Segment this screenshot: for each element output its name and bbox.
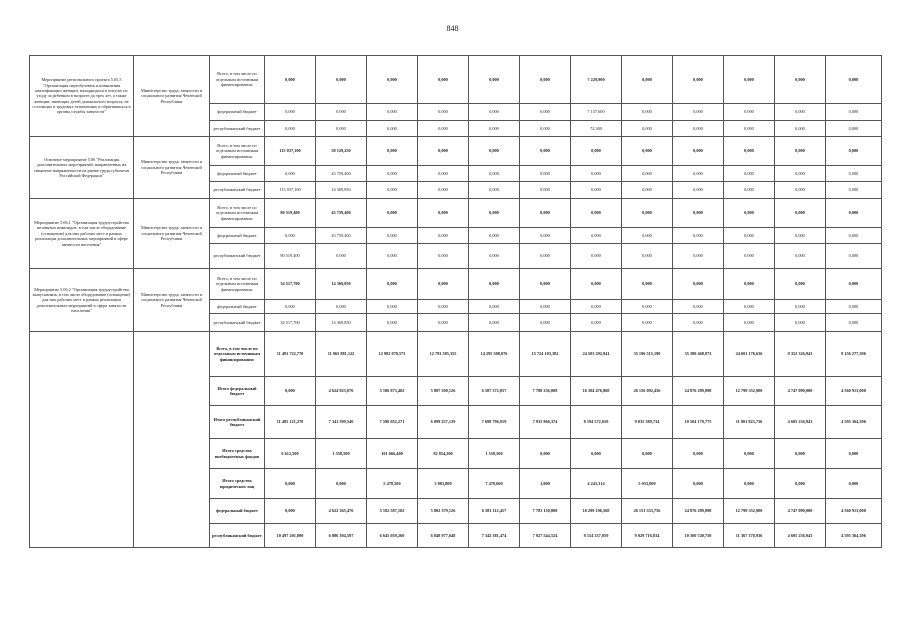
amount-cell: 0,000 [265, 166, 316, 182]
amount-cell: 0,000 [775, 137, 826, 166]
total-amount-cell: 1 558,500 [469, 439, 520, 469]
amount-cell: 0,000 [520, 166, 571, 182]
total-amount-cell: 7 596 052,271 [367, 406, 418, 439]
total-amount-cell: 14 295 508,076 [469, 332, 520, 377]
amount-cell: 0,000 [673, 137, 724, 166]
amount-cell: 0,000 [775, 244, 826, 269]
amount-cell: 0,000 [571, 244, 622, 269]
amount-cell: 0,000 [367, 121, 418, 137]
total-amount-cell: 11 965 881,122 [316, 332, 367, 377]
total-amount-cell: 7 342 381,474 [469, 524, 520, 548]
amount-cell: 0,000 [469, 166, 520, 182]
total-amount-cell: 9 352 326,943 [775, 332, 826, 377]
total-amount-cell: 1 558,500 [316, 439, 367, 469]
amount-cell: 0,000 [826, 300, 882, 314]
total-amount-cell: 26 151 333,756 [622, 499, 673, 524]
total-amount-cell: 24 876 289,098 [673, 377, 724, 406]
total-amount-cell: 7 341 599,546 [316, 406, 367, 439]
funding-source-cell: Всего, в том числе по отдельным источникам финансирования: [210, 137, 265, 166]
amount-cell: 0,000 [469, 314, 520, 332]
executor-cell: Министерство труда, занятости и социального развития Чеченской Республики [134, 56, 210, 137]
amount-cell: 0,000 [775, 199, 826, 228]
total-amount-cell: 11 491 722,770 [265, 332, 316, 377]
total-amount-cell: 0,000 [775, 439, 826, 469]
total-amount-cell: 9 035 389,734 [622, 406, 673, 439]
amount-cell: 14 369,850 [316, 182, 367, 199]
amount-cell: 0,000 [520, 228, 571, 244]
amount-cell: 0,000 [775, 56, 826, 104]
amount-cell: 0,000 [520, 199, 571, 228]
amount-cell: 0,000 [469, 104, 520, 121]
amount-cell: 0,000 [724, 269, 775, 300]
amount-cell: 0,000 [418, 121, 469, 137]
amount-cell: 72,300 [571, 121, 622, 137]
total-amount-cell: 11 485 121,270 [265, 406, 316, 439]
amount-cell: 80 519,400 [265, 244, 316, 269]
total-amount-cell: 7 470,600 [469, 469, 520, 499]
total-amount-cell: 7 783 150,808 [520, 499, 571, 524]
amount-cell: 0,000 [469, 182, 520, 199]
amount-cell: 0,000 [520, 314, 571, 332]
total-amount-cell: 8 194 572,659 [571, 406, 622, 439]
total-amount-cell: 0,000 [520, 439, 571, 469]
amount-cell: 0,000 [724, 244, 775, 269]
amount-cell: 0,000 [418, 314, 469, 332]
amount-cell: 7 157,600 [571, 104, 622, 121]
amount-cell: 0,000 [367, 166, 418, 182]
total-amount-cell: 4 747 090,000 [775, 499, 826, 524]
amount-cell: 0,000 [571, 314, 622, 332]
amount-cell: 0,000 [622, 269, 673, 300]
amount-cell: 0,000 [724, 104, 775, 121]
total-amount-cell: 0,000 [673, 439, 724, 469]
event-name-cell: Мероприятие регионального проекта 5.05.5 "Организация переобучения и повышения квалификации женщин, находящихся в отпуске по уходу за ребенком в возрасте до трех лет, а также женщин, имеющих детей дошкольного возраста, не состоящих в трудовых отношениях и обратившихся в органы службы занятости" [30, 56, 134, 137]
amount-cell: 0,000 [571, 137, 622, 166]
amount-cell: 0,000 [826, 104, 882, 121]
amount-cell: 0,000 [775, 104, 826, 121]
total-amount-cell: 15 724 103,382 [520, 332, 571, 377]
total-amount-cell: 4 747 090,000 [775, 377, 826, 406]
amount-cell: 0,000 [520, 182, 571, 199]
total-amount-cell: 6 848 977,648 [418, 524, 469, 548]
amount-cell: 0,000 [571, 228, 622, 244]
total-amount-cell: 7 927 544,524 [520, 524, 571, 548]
amount-cell: 0,000 [367, 182, 418, 199]
total-amount-cell: 4 605 236,943 [775, 524, 826, 548]
total-amount-cell: 4 595 364,396 [826, 406, 882, 439]
table-row [30, 56, 882, 104]
amount-cell: 0,000 [265, 56, 316, 104]
amount-cell: 0,000 [418, 182, 469, 199]
funding-source-cell: Всего, в том числе по отдельным источникам финансирования: [210, 199, 265, 228]
total-amount-cell: 5 182 587,102 [367, 499, 418, 524]
amount-cell: 0,000 [265, 300, 316, 314]
executor-cell: Министерство труда, занятости и социального развития Чеченской Республики [134, 137, 210, 199]
amount-cell: 115 037,100 [265, 137, 316, 166]
total-source-cell: Итого республиканский бюджет [210, 406, 265, 439]
total-amount-cell: 35 196 515,190 [622, 332, 673, 377]
amount-cell: 0,000 [469, 300, 520, 314]
amount-cell: 0,000 [622, 121, 673, 137]
total-source-cell: Всего, в том числе по отдельным источникам финансирования: [210, 332, 265, 377]
total-amount-cell: 4 560 913,000 [826, 377, 882, 406]
total-amount-cell: 6 612,500 [265, 439, 316, 469]
amount-cell: 0,000 [724, 182, 775, 199]
total-amount-cell: 12 799 352,900 [724, 377, 775, 406]
total-amount-cell: 24 503 292,841 [571, 332, 622, 377]
total-amount-cell: 4 605 236,943 [775, 406, 826, 439]
amount-cell: 0,000 [367, 104, 418, 121]
funding-source-cell: республиканский бюджет [210, 182, 265, 199]
amount-cell: 0,000 [826, 228, 882, 244]
funding-source-cell: Всего, в том числе по отдельным источникам финансирования: [210, 269, 265, 300]
amount-cell: 0,000 [265, 228, 316, 244]
total-amount-cell: 4 622 365,476 [316, 499, 367, 524]
total-amount-cell: 8 154 337,059 [571, 524, 622, 548]
amount-cell: 0,000 [826, 269, 882, 300]
total-amount-cell: 7 788 236,008 [520, 377, 571, 406]
total-amount-cell: 0,000 [775, 469, 826, 499]
amount-cell: 0,000 [724, 199, 775, 228]
amount-cell: 0,000 [826, 244, 882, 269]
amount-cell: 115 037,100 [265, 182, 316, 199]
executor-cell: Министерство труда, занятости и социального развития Чеченской Республики [134, 269, 210, 332]
event-name-cell: Основное мероприятие 5.06 "Реализация дополнительных мероприятий, направленных на снижение напряженности на рынке труда субъектов Российской Федерации" [30, 137, 134, 199]
amount-cell: 43 759,400 [316, 199, 367, 228]
total-source-cell: Итого средства внебюджетных фондов [210, 439, 265, 469]
total-amount-cell: 10 497 201,800 [265, 524, 316, 548]
funding-source-cell: федеральный бюджет [210, 228, 265, 244]
amount-cell: 0,000 [418, 166, 469, 182]
total-amount-cell: 6 645 059,260 [367, 524, 418, 548]
amount-cell: 34 517,700 [265, 269, 316, 300]
amount-cell: 0,000 [724, 314, 775, 332]
amount-cell: 0,000 [571, 199, 622, 228]
amount-cell: 0,000 [418, 269, 469, 300]
total-amount-cell: 4 560 913,000 [826, 499, 882, 524]
total-amount-cell: 3 883,800 [418, 469, 469, 499]
amount-cell: 0,000 [571, 300, 622, 314]
amount-cell: 0,000 [673, 269, 724, 300]
amount-cell: 0,000 [724, 121, 775, 137]
funding-source-cell: республиканский бюджет [210, 314, 265, 332]
amount-cell: 0,000 [826, 314, 882, 332]
total-amount-cell: 5 807 590,126 [418, 377, 469, 406]
amount-cell: 0,000 [775, 182, 826, 199]
amount-cell: 0,000 [265, 104, 316, 121]
total-row [30, 332, 882, 377]
total-amount-cell: 26 156 092,456 [622, 377, 673, 406]
amount-cell: 43 759,400 [316, 228, 367, 244]
amount-cell: 7 229,900 [571, 56, 622, 104]
amount-cell: 0,000 [469, 56, 520, 104]
total-amount-cell: 16 304 476,868 [571, 377, 622, 406]
amount-cell: 0,000 [469, 244, 520, 269]
total-amount-cell: 5 802 379,126 [418, 499, 469, 524]
amount-cell: 0,000 [622, 166, 673, 182]
amount-cell: 0,000 [469, 121, 520, 137]
funding-source-cell: федеральный бюджет [210, 300, 265, 314]
totals-empty-cell [30, 332, 134, 548]
amount-cell: 0,000 [724, 228, 775, 244]
total-amount-cell: 0,000 [571, 439, 622, 469]
amount-cell: 0,000 [469, 269, 520, 300]
amount-cell: 0,000 [316, 244, 367, 269]
amount-cell: 0,000 [775, 300, 826, 314]
total-amount-cell: 0,000 [265, 377, 316, 406]
amount-cell: 0,000 [418, 300, 469, 314]
amount-cell: 0,000 [520, 56, 571, 104]
amount-cell: 0,000 [775, 314, 826, 332]
amount-cell: 0,000 [775, 166, 826, 182]
total-amount-cell: 0,000 [724, 469, 775, 499]
amount-cell: 0,000 [673, 182, 724, 199]
total-amount-cell: 6 583 112,457 [469, 499, 520, 524]
amount-cell: 0,000 [826, 166, 882, 182]
amount-cell: 0,000 [622, 228, 673, 244]
total-amount-cell: 24 876 289,098 [673, 499, 724, 524]
amount-cell: 0,000 [520, 300, 571, 314]
amount-cell: 0,000 [367, 314, 418, 332]
amount-cell: 43 759,400 [316, 166, 367, 182]
executor-cell: Министерство труда, занятости и социального развития Чеченской Республики [134, 199, 210, 269]
total-amount-cell: 0,000 [316, 469, 367, 499]
total-source-cell: Итого федеральный бюджет [210, 377, 265, 406]
table-row [30, 269, 882, 300]
amount-cell: 14 369,850 [316, 269, 367, 300]
amount-cell: 0,000 [367, 244, 418, 269]
total-amount-cell: 0,000 [265, 499, 316, 524]
total-amount-cell: 5 186 873,402 [367, 377, 418, 406]
funding-source-cell: республиканский бюджет [210, 121, 265, 137]
total-source-cell: республиканский бюджет [210, 524, 265, 548]
total-amount-cell: 4 624 923,076 [316, 377, 367, 406]
amount-cell: 0,000 [418, 104, 469, 121]
total-source-cell: Итого средства юридических лиц [210, 469, 265, 499]
event-name-cell: Мероприятие 5.06.1 "Организация трудоустройства незанятых инвалидов, в том числе оборудование (оснащение) для них рабочих мест в рамках реализации дополнительных мероприятий в сфере занятости населения" [30, 199, 134, 269]
total-amount-cell: 0,000 [724, 439, 775, 469]
total-amount-cell: 10 504 179,775 [673, 406, 724, 439]
total-amount-cell: 0,000 [265, 469, 316, 499]
amount-cell: 0,000 [316, 300, 367, 314]
amount-cell: 0,000 [469, 228, 520, 244]
amount-cell: 80 519,400 [265, 199, 316, 228]
amount-cell: 0,000 [316, 121, 367, 137]
total-amount-cell: 11 367 378,936 [724, 524, 775, 548]
funding-table [29, 55, 882, 548]
amount-cell: 0,000 [520, 121, 571, 137]
amount-cell: 0,000 [775, 228, 826, 244]
total-amount-cell: 82 854,200 [418, 439, 469, 469]
amount-cell: 0,000 [622, 244, 673, 269]
amount-cell: 0,000 [673, 121, 724, 137]
amount-cell: 0,000 [520, 244, 571, 269]
amount-cell: 0,000 [571, 269, 622, 300]
amount-cell: 0,000 [724, 137, 775, 166]
total-amount-cell: 11 801 823,736 [724, 406, 775, 439]
total-amount-cell: 6 899 257,129 [418, 406, 469, 439]
amount-cell: 0,000 [367, 228, 418, 244]
page-number: 848 [446, 24, 459, 33]
funding-source-cell: федеральный бюджет [210, 104, 265, 121]
total-amount-cell: 4 243,314 [571, 469, 622, 499]
amount-cell: 0,000 [724, 56, 775, 104]
total-amount-cell: 9 029 716,834 [622, 524, 673, 548]
amount-cell: 0,000 [367, 199, 418, 228]
amount-cell: 0,000 [673, 300, 724, 314]
funding-table-body [30, 56, 882, 548]
total-amount-cell: 10 360 740,750 [673, 524, 724, 548]
total-amount-cell: 9 156 277,396 [826, 332, 882, 377]
totals-empty-cell [134, 332, 210, 548]
total-amount-cell: 24 601 176,636 [724, 332, 775, 377]
table-row [30, 137, 882, 166]
amount-cell: 0,000 [520, 104, 571, 121]
total-amount-cell: 0,000 [826, 469, 882, 499]
funding-source-cell: Всего, в том числе по отдельным источникам финансирования: [210, 56, 265, 104]
amount-cell: 0,000 [520, 137, 571, 166]
amount-cell: 0,000 [622, 104, 673, 121]
amount-cell: 0,000 [673, 314, 724, 332]
total-amount-cell: 12 799 352,900 [724, 499, 775, 524]
amount-cell: 0,000 [673, 228, 724, 244]
amount-cell: 0,000 [622, 300, 673, 314]
amount-cell: 0,000 [724, 166, 775, 182]
amount-cell: 0,000 [571, 182, 622, 199]
amount-cell: 0,000 [418, 244, 469, 269]
amount-cell: 0,000 [622, 56, 673, 104]
amount-cell: 0,000 [469, 137, 520, 166]
amount-cell: 0,000 [775, 121, 826, 137]
amount-cell: 14 369,850 [316, 314, 367, 332]
amount-cell: 0,000 [826, 56, 882, 104]
total-amount-cell: 35 380 468,873 [673, 332, 724, 377]
amount-cell: 0,000 [622, 137, 673, 166]
total-amount-cell: 1,000 [520, 469, 571, 499]
amount-cell: 0,000 [418, 199, 469, 228]
amount-cell: 0,000 [367, 269, 418, 300]
total-amount-cell: 12 793 585,355 [418, 332, 469, 377]
amount-cell: 0,000 [622, 314, 673, 332]
total-amount-cell: 0,000 [622, 439, 673, 469]
amount-cell: 34 517,700 [265, 314, 316, 332]
amount-cell: 0,000 [673, 199, 724, 228]
amount-cell: 0,000 [367, 300, 418, 314]
total-amount-cell: 7 698 796,919 [469, 406, 520, 439]
total-amount-cell: 6 587 372,057 [469, 377, 520, 406]
amount-cell: 0,000 [673, 56, 724, 104]
amount-cell: 0,000 [418, 228, 469, 244]
event-name-cell: Мероприятие 5.06.2 "Организация трудоустройства выпускников, в том числе оборудование (оснащение) для них рабочих мест в рамках реализации дополнительных мероприятий в сфере занятости населения" [30, 269, 134, 332]
amount-cell: 0,000 [469, 199, 520, 228]
amount-cell: 0,000 [571, 166, 622, 182]
amount-cell: 0,000 [775, 269, 826, 300]
amount-cell: 0,000 [826, 137, 882, 166]
amount-cell: 0,000 [316, 56, 367, 104]
amount-cell: 0,000 [826, 199, 882, 228]
table-row [30, 199, 882, 228]
total-amount-cell: 5 033,000 [622, 469, 673, 499]
total-source-cell: федеральный бюджет [210, 499, 265, 524]
amount-cell: 0,000 [418, 56, 469, 104]
amount-cell: 0,000 [622, 199, 673, 228]
funding-source-cell: республиканский бюджет [210, 244, 265, 269]
total-amount-cell: 5 478,500 [367, 469, 418, 499]
amount-cell: 0,000 [367, 56, 418, 104]
total-amount-cell: 6 086 394,597 [316, 524, 367, 548]
total-amount-cell: 4 595 364,396 [826, 524, 882, 548]
amount-cell: 0,000 [316, 104, 367, 121]
total-amount-cell: 12 982 070,573 [367, 332, 418, 377]
total-amount-cell: 101 666,400 [367, 439, 418, 469]
total-amount-cell: 0,000 [826, 439, 882, 469]
amount-cell: 0,000 [673, 244, 724, 269]
total-amount-cell: 16 299 196,568 [571, 499, 622, 524]
amount-cell: 0,000 [367, 137, 418, 166]
funding-source-cell: федеральный бюджет [210, 166, 265, 182]
total-amount-cell: 0,000 [673, 469, 724, 499]
amount-cell: 0,000 [673, 104, 724, 121]
amount-cell: 0,000 [724, 300, 775, 314]
amount-cell: 0,000 [418, 137, 469, 166]
amount-cell: 0,000 [826, 182, 882, 199]
amount-cell: 58 129,250 [316, 137, 367, 166]
total-amount-cell: 7 935 866,374 [520, 406, 571, 439]
amount-cell: 0,000 [265, 121, 316, 137]
amount-cell: 0,000 [673, 166, 724, 182]
amount-cell: 0,000 [826, 121, 882, 137]
amount-cell: 0,000 [520, 269, 571, 300]
amount-cell: 0,000 [622, 182, 673, 199]
